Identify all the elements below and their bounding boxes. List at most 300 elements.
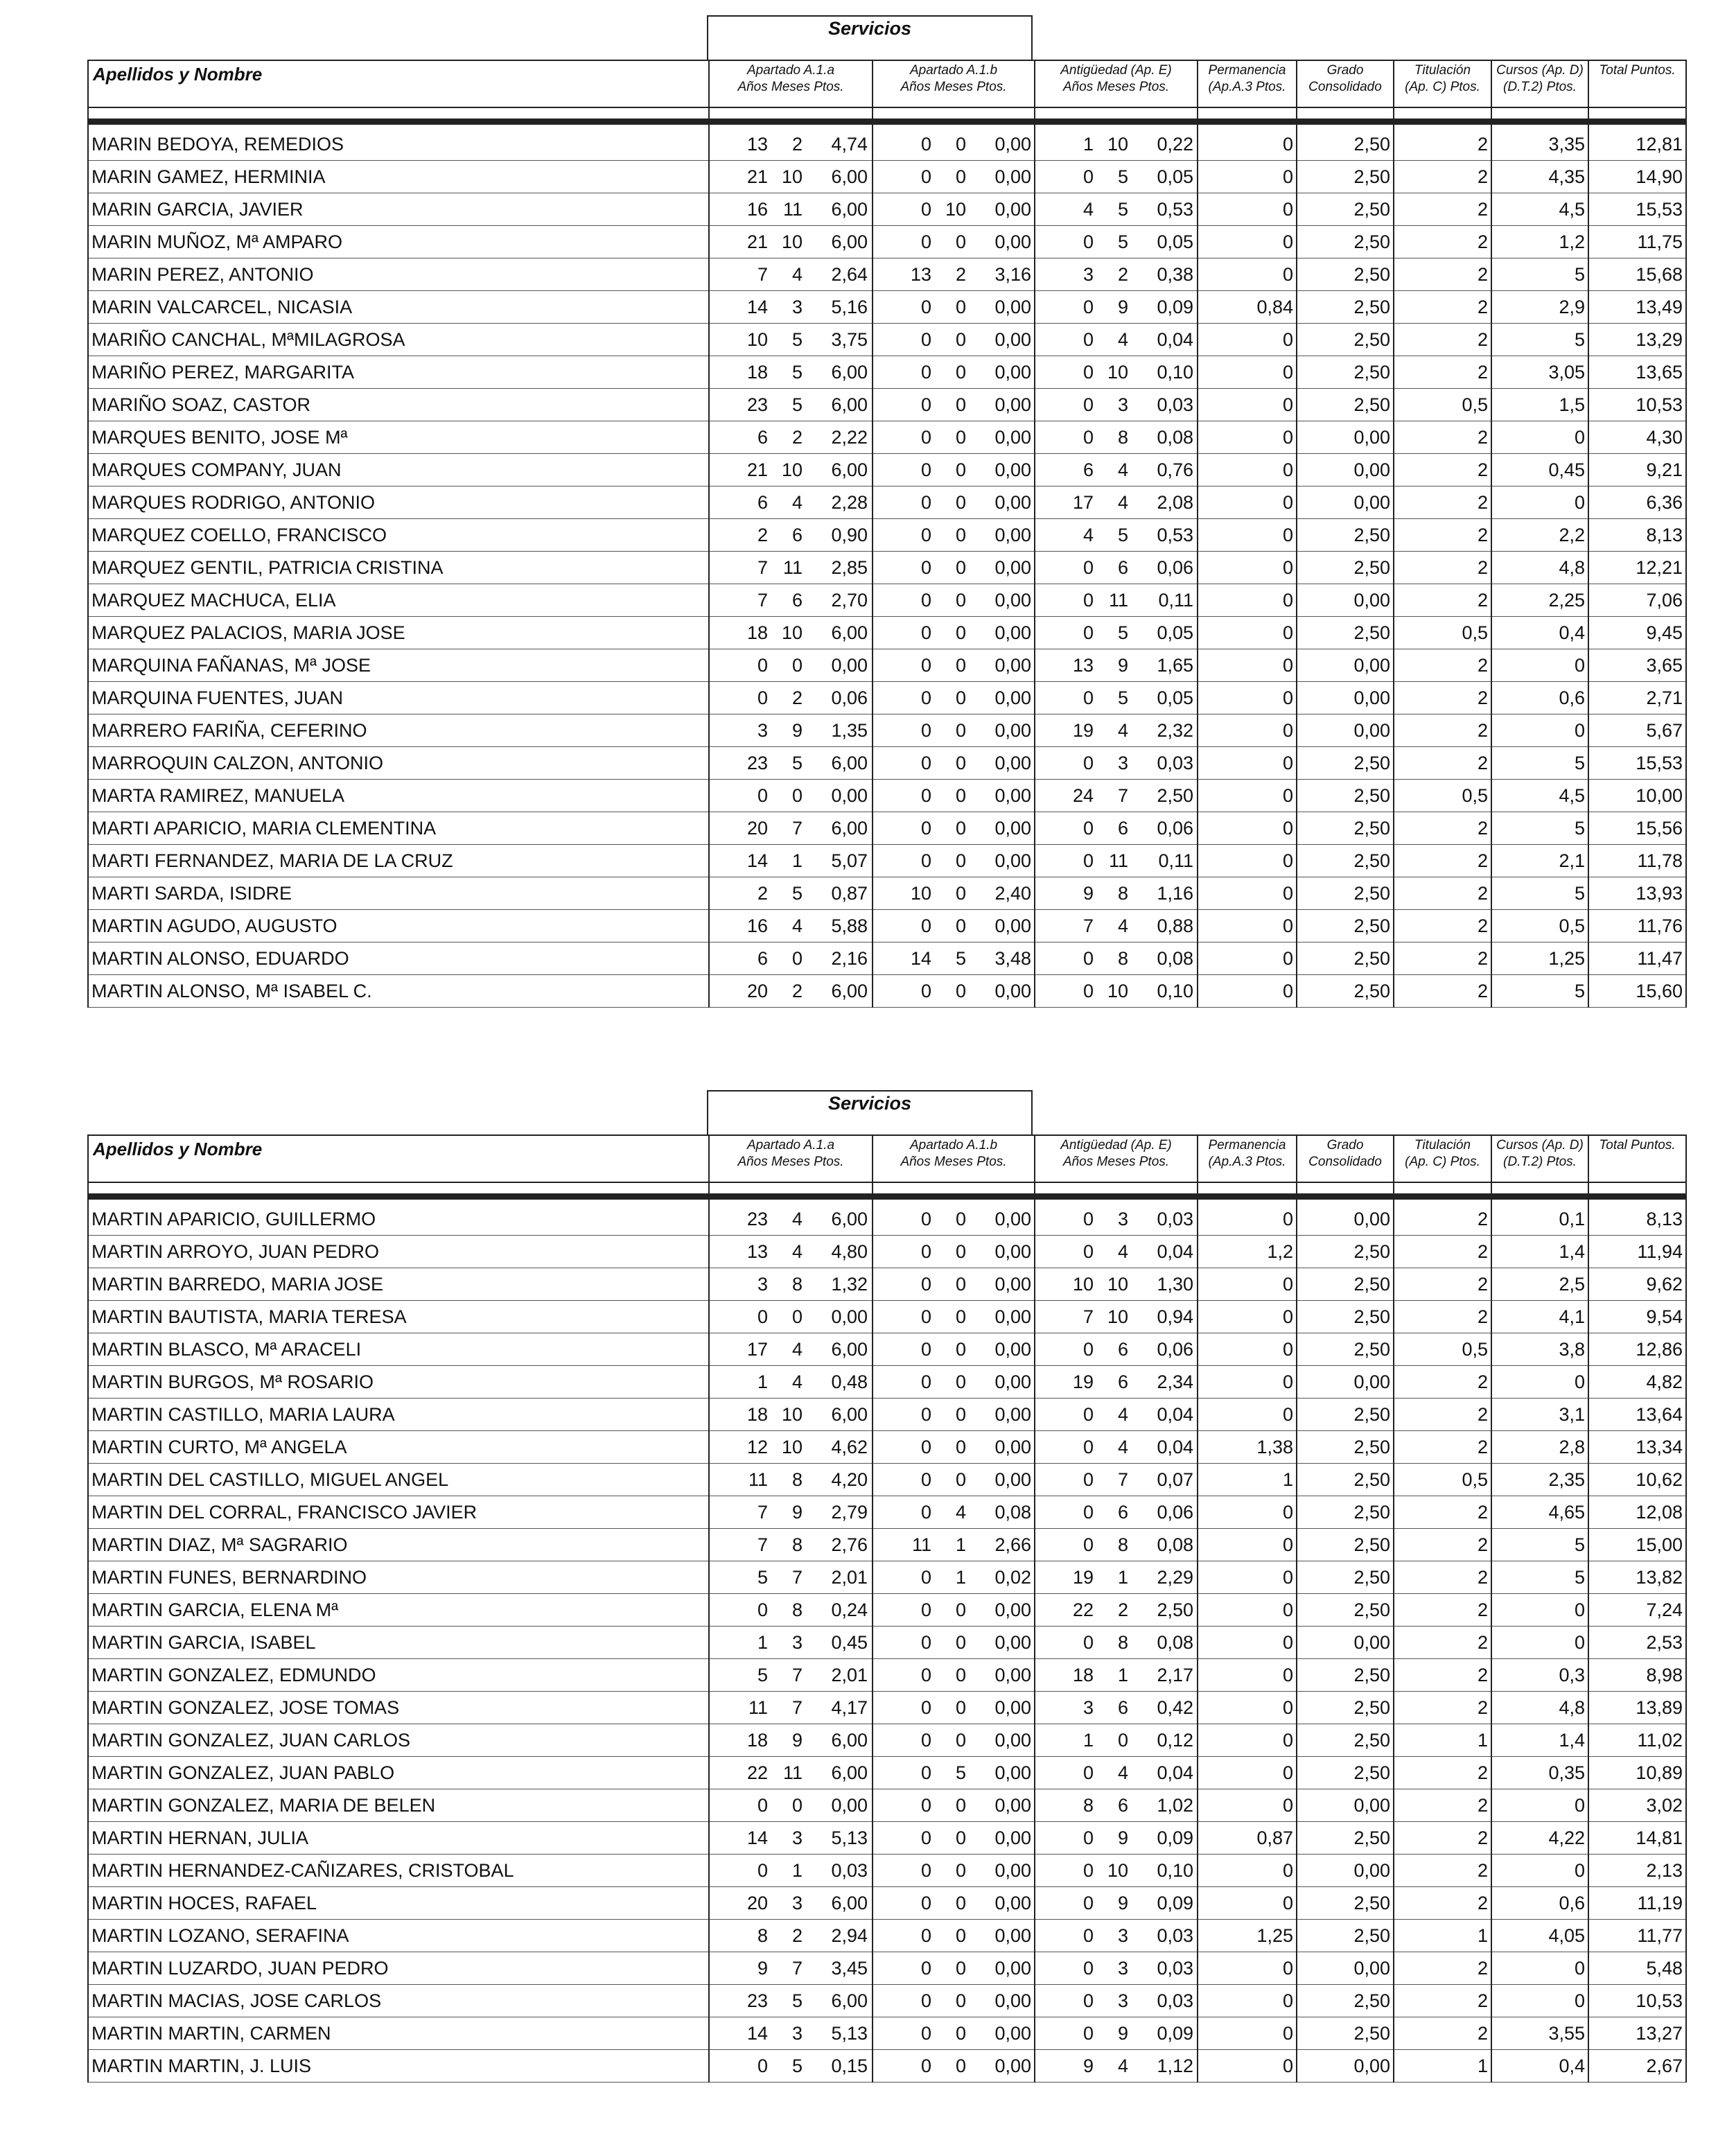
apartado-a1b-cell: 0 0 0,00 [873,324,1035,356]
person-name: MARTIN CURTO, Mª ANGELA [88,1431,709,1464]
apartado-a1a-cell: 7 8 2,76 [709,1529,873,1561]
cursos-cell: 0,3 [1491,1659,1588,1692]
grado-cell: 2,50 [1297,128,1394,161]
antiguedad-cell: 0 6 0,06 [1035,552,1198,584]
table-row [88,682,1686,715]
titulacion-cell: 1 [1394,2050,1491,2083]
apartado-a1a-cell: 23 5 6,00 [709,747,873,780]
antiguedad-cell: 0 9 0,09 [1035,1887,1198,1920]
grado-cell: 2,50 [1297,389,1394,421]
grado-cell: 2,50 [1297,845,1394,877]
cursos-cell: 0,5 [1491,910,1588,943]
apartado-a1b-cell: 0 0 0,00 [873,1333,1035,1366]
apartado-a1a-cell: 23 5 6,00 [709,389,873,421]
titulacion-cell: 2 [1394,1236,1491,1268]
cursos-cell: 0 [1491,715,1588,747]
name-column-header: Apellidos y Nombre [88,60,709,107]
grado-cell: 0,00 [1297,2050,1394,2083]
total-cell: 11,19 [1588,1887,1686,1920]
cursos-header: Cursos (Ap. D) (D.T.2) Ptos. [1491,60,1588,107]
permanencia-cell: 0 [1198,324,1297,356]
grado-cell: 2,50 [1297,1301,1394,1333]
table-row [88,715,1686,747]
apartado-a1a-cell: 6 2 2,22 [709,421,873,454]
cursos-cell: 1,25 [1491,943,1588,975]
apartado-a1a-cell: 13 4 4,80 [709,1236,873,1268]
total-cell: 12,08 [1588,1496,1686,1529]
apartado-a1b-cell: 0 0 0,00 [873,1822,1035,1855]
titulacion-cell: 0,5 [1394,1464,1491,1496]
table-row [88,454,1686,487]
permanencia-header: Permanencia (Ap.A.3 Ptos. [1198,1135,1297,1182]
person-name: MARTI SARDA, ISIDRE [88,877,709,910]
total-cell: 13,65 [1588,356,1686,389]
person-name: MARTIN BARREDO, MARIA JOSE [88,1268,709,1301]
apartado-a1a-cell: 7 6 2,70 [709,584,873,617]
antiguedad-cell: 0 3 0,03 [1035,389,1198,421]
table-row [88,1887,1686,1920]
apartado-a1a-cell: 0 0 0,00 [709,649,873,682]
grado-cell: 0,00 [1297,1952,1394,1985]
grado-cell: 2,50 [1297,1268,1394,1301]
grado-cell: 2,50 [1297,193,1394,226]
table-row [88,487,1686,519]
permanencia-cell: 0 [1198,812,1297,845]
apartado-a1a-cell: 0 0 0,00 [709,1301,873,1333]
grado-cell: 2,50 [1297,1920,1394,1952]
antiguedad-cell: 0 10 0,10 [1035,1855,1198,1887]
person-name: MARTI FERNANDEZ, MARIA DE LA CRUZ [88,845,709,877]
permanencia-cell: 0 [1198,877,1297,910]
antiguedad-cell: 0 3 0,03 [1035,1203,1198,1236]
person-name: MARTIN CASTILLO, MARIA LAURA [88,1399,709,1431]
person-name: MARIÑO SOAZ, CASTOR [88,389,709,421]
antiguedad-cell: 0 6 0,06 [1035,1496,1198,1529]
table-row [88,877,1686,910]
apartado-a1a-cell: 6 4 2,28 [709,487,873,519]
grado-cell: 2,50 [1297,1464,1394,1496]
cursos-cell: 4,35 [1491,161,1588,193]
grado-cell: 2,50 [1297,1822,1394,1855]
titulacion-cell: 2 [1394,1692,1491,1724]
cursos-cell: 4,1 [1491,1301,1588,1333]
antiguedad-cell: 0 11 0,11 [1035,584,1198,617]
titulacion-cell: 0,5 [1394,1333,1491,1366]
table-row [88,975,1686,1008]
permanencia-cell: 0 [1198,1692,1297,1724]
scores-table [87,60,1687,1008]
antiguedad-cell: 0 6 0,06 [1035,812,1198,845]
person-name: MARTIN FUNES, BERNARDINO [88,1561,709,1594]
total-cell: 10,00 [1588,780,1686,812]
permanencia-cell: 0 [1198,1496,1297,1529]
titulacion-cell: 2 [1394,943,1491,975]
permanencia-cell: 0 [1198,258,1297,291]
apartado-a1a-cell: 17 4 6,00 [709,1333,873,1366]
apartado-a1b-cell: 0 0 0,00 [873,1301,1035,1333]
permanencia-cell: 0 [1198,715,1297,747]
table-row [88,1399,1686,1431]
antiguedad-cell: 3 2 0,38 [1035,258,1198,291]
apartado-a1a-cell: 14 3 5,16 [709,291,873,324]
table-row [88,226,1686,258]
titulacion-cell: 2 [1394,1822,1491,1855]
apartado-a1a-cell: 8 2 2,94 [709,1920,873,1952]
cursos-cell: 0 [1491,1855,1588,1887]
apartado-a1b-cell: 0 0 0,00 [873,389,1035,421]
cursos-cell: 4,22 [1491,1822,1588,1855]
person-name: MARTIN LOZANO, SERAFINA [88,1920,709,1952]
total-header: Total Puntos. [1588,1135,1686,1182]
apartado-a1b-cell: 0 0 0,00 [873,226,1035,258]
total-cell: 10,53 [1588,1985,1686,2017]
cursos-cell: 5 [1491,1529,1588,1561]
table-row [88,1692,1686,1724]
apartado-a1b-cell: 0 0 0,00 [873,1627,1035,1659]
antiguedad-cell: 0 10 0,10 [1035,356,1198,389]
antiguedad-cell: 0 4 0,04 [1035,1236,1198,1268]
titulacion-cell: 2 [1394,812,1491,845]
table-row [88,552,1686,584]
grado-cell: 2,50 [1297,975,1394,1008]
grado-cell: 0,00 [1297,715,1394,747]
total-cell: 11,47 [1588,943,1686,975]
apartado-a1b-cell: 0 10 0,00 [873,193,1035,226]
antiguedad-cell: 0 8 0,08 [1035,421,1198,454]
table-row [88,910,1686,943]
total-cell: 15,56 [1588,812,1686,845]
total-cell: 4,82 [1588,1366,1686,1399]
table-row [88,161,1686,193]
total-cell: 3,65 [1588,649,1686,682]
apartado-a1a-cell: 21 10 6,00 [709,226,873,258]
total-cell: 15,00 [1588,1529,1686,1561]
person-name: MARTIN MACIAS, JOSE CARLOS [88,1985,709,2017]
total-cell: 13,49 [1588,291,1686,324]
apartado-a1a-cell: 1 3 0,45 [709,1627,873,1659]
permanencia-cell: 0 [1198,487,1297,519]
apartado-a1a-cell: 7 9 2,79 [709,1496,873,1529]
apartado-a1a-cell: 14 3 5,13 [709,2017,873,2050]
apartado-a1b-cell: 0 0 0,00 [873,747,1035,780]
person-name: MARRERO FARIÑA, CEFERINO [88,715,709,747]
grado-cell: 2,50 [1297,258,1394,291]
table-row [88,421,1686,454]
apartado-a1b-cell: 0 0 0,00 [873,1659,1035,1692]
table-row [88,747,1686,780]
person-name: MARTIN LUZARDO, JUAN PEDRO [88,1952,709,1985]
permanencia-cell: 0 [1198,389,1297,421]
titulacion-cell: 2 [1394,421,1491,454]
permanencia-cell: 0 [1198,2050,1297,2083]
person-name: MARIN BEDOYA, REMEDIOS [88,128,709,161]
antiguedad-cell: 0 5 0,05 [1035,682,1198,715]
titulacion-cell: 2 [1394,649,1491,682]
total-cell: 13,89 [1588,1692,1686,1724]
permanencia-cell: 0 [1198,226,1297,258]
apartado-a1a-cell: 0 2 0,06 [709,682,873,715]
cursos-cell: 0 [1491,421,1588,454]
apartado-a1a-cell: 9 7 3,45 [709,1952,873,1985]
grado-cell: 2,50 [1297,1659,1394,1692]
table-row [88,1855,1686,1887]
apartado-a1a-cell: 5 7 2,01 [709,1561,873,1594]
total-cell: 12,86 [1588,1333,1686,1366]
total-cell: 11,77 [1588,1920,1686,1952]
total-cell: 13,34 [1588,1431,1686,1464]
grado-cell: 2,50 [1297,1724,1394,1757]
permanencia-cell: 1,25 [1198,1920,1297,1952]
apartado-a1b-cell: 0 0 0,00 [873,356,1035,389]
total-cell: 2,53 [1588,1627,1686,1659]
person-name: MARTI APARICIO, MARIA CLEMENTINA [88,812,709,845]
permanencia-cell: 0 [1198,454,1297,487]
person-name: MARTIN DIAZ, Mª SAGRARIO [88,1529,709,1561]
table-row [88,1366,1686,1399]
apartado-a1b-cell: 0 0 0,00 [873,1985,1035,2017]
grado-cell: 0,00 [1297,1203,1394,1236]
person-name: MARQUEZ COELLO, FRANCISCO [88,519,709,552]
permanencia-cell: 0 [1198,747,1297,780]
antiguedad-cell: 0 4 0,04 [1035,324,1198,356]
titulacion-cell: 0,5 [1394,780,1491,812]
titulacion-cell: 1 [1394,1920,1491,1952]
permanencia-cell: 0 [1198,1985,1297,2017]
grado-cell: 0,00 [1297,1627,1394,1659]
total-cell: 9,45 [1588,617,1686,649]
apartado-a1b-cell: 0 0 0,00 [873,1724,1035,1757]
antiguedad-cell: 0 5 0,05 [1035,161,1198,193]
titulacion-cell: 2 [1394,1594,1491,1627]
table-row [88,128,1686,161]
apartado-a1a-cell: 16 4 5,88 [709,910,873,943]
titulacion-header: Titulación (Ap. C) Ptos. [1394,60,1491,107]
grado-cell: 2,50 [1297,1529,1394,1561]
total-cell: 13,29 [1588,324,1686,356]
permanencia-cell: 0 [1198,1757,1297,1789]
person-name: MARTIN MARTIN, J. LUIS [88,2050,709,2083]
apartado-a1a-cell: 11 8 4,20 [709,1464,873,1496]
table-row [88,1203,1686,1236]
total-cell: 4,30 [1588,421,1686,454]
grado-cell: 0,00 [1297,1789,1394,1822]
person-name: MARQUEZ PALACIOS, MARIA JOSE [88,617,709,649]
cursos-cell: 4,8 [1491,552,1588,584]
antiguedad-header: Antigüedad (Ap. E) Años Meses Ptos. [1035,60,1198,107]
grado-cell: 2,50 [1297,1887,1394,1920]
apartado-a1b-cell: 0 0 0,00 [873,1920,1035,1952]
apartado-a1a-cell: 18 10 6,00 [709,1399,873,1431]
antiguedad-cell: 9 4 1,12 [1035,2050,1198,2083]
total-cell: 15,53 [1588,193,1686,226]
total-cell: 10,62 [1588,1464,1686,1496]
grado-cell: 0,00 [1297,584,1394,617]
person-name: MARTIN GONZALEZ, JUAN CARLOS [88,1724,709,1757]
apartado-a1a-cell: 10 5 3,75 [709,324,873,356]
apartado-a1a-cell: 3 9 1,35 [709,715,873,747]
table-row [88,812,1686,845]
antiguedad-cell: 1 0 0,12 [1035,1724,1198,1757]
cursos-cell: 2,1 [1491,845,1588,877]
cursos-cell: 1,4 [1491,1724,1588,1757]
person-name: MARQUEZ MACHUCA, ELIA [88,584,709,617]
person-name: MARQUEZ GENTIL, PATRICIA CRISTINA [88,552,709,584]
table-row [88,324,1686,356]
grado-cell: 0,00 [1297,1366,1394,1399]
total-cell: 8,13 [1588,1203,1686,1236]
table-row [88,1529,1686,1561]
grado-cell: 2,50 [1297,1333,1394,1366]
permanencia-cell: 0 [1198,1366,1297,1399]
person-name: MARTIN MARTIN, CARMEN [88,2017,709,2050]
cursos-cell: 0 [1491,1952,1588,1985]
apartado-a1a-cell: 0 0 0,00 [709,1789,873,1822]
apartado-a1b-cell: 0 0 0,00 [873,454,1035,487]
permanencia-cell: 0 [1198,1887,1297,1920]
apartado-a1b-cell: 0 5 0,00 [873,1757,1035,1789]
permanencia-cell: 0 [1198,1724,1297,1757]
person-name: MARTIN BURGOS, Mª ROSARIO [88,1366,709,1399]
total-cell: 2,13 [1588,1855,1686,1887]
person-name: MARQUINA FAÑANAS, Mª JOSE [88,649,709,682]
cursos-cell: 0,6 [1491,682,1588,715]
permanencia-cell: 0 [1198,128,1297,161]
permanencia-cell: 0 [1198,1268,1297,1301]
apartado-a1b-header: Apartado A.1.b Años Meses Ptos. [873,1135,1035,1182]
table-row [88,1952,1686,1985]
table-row [88,1920,1686,1952]
person-name: MARTIN HERNAN, JULIA [88,1822,709,1855]
total-cell: 10,89 [1588,1757,1686,1789]
titulacion-cell: 2 [1394,1855,1491,1887]
person-name: MARROQUIN CALZON, ANTONIO [88,747,709,780]
apartado-a1a-cell: 22 11 6,00 [709,1757,873,1789]
titulacion-cell: 2 [1394,1399,1491,1431]
permanencia-cell: 0 [1198,1529,1297,1561]
apartado-a1a-cell: 20 7 6,00 [709,812,873,845]
total-cell: 5,48 [1588,1952,1686,1985]
titulacion-cell: 2 [1394,715,1491,747]
person-name: MARTIN GONZALEZ, JOSE TOMAS [88,1692,709,1724]
titulacion-cell: 2 [1394,682,1491,715]
total-cell: 13,64 [1588,1399,1686,1431]
total-cell: 15,68 [1588,258,1686,291]
cursos-cell: 5 [1491,324,1588,356]
cursos-cell: 4,65 [1491,1496,1588,1529]
apartado-a1b-cell: 0 0 0,00 [873,682,1035,715]
total-cell: 11,94 [1588,1236,1686,1268]
total-cell: 14,81 [1588,1822,1686,1855]
permanencia-cell: 0,87 [1198,1822,1297,1855]
total-cell: 5,67 [1588,715,1686,747]
titulacion-cell: 2 [1394,877,1491,910]
table-row [88,845,1686,877]
cursos-cell: 4,05 [1491,1920,1588,1952]
antiguedad-cell: 0 4 0,04 [1035,1431,1198,1464]
grado-cell: 2,50 [1297,552,1394,584]
table-row [88,1594,1686,1627]
total-cell: 9,62 [1588,1268,1686,1301]
person-name: MARIN VALCARCEL, NICASIA [88,291,709,324]
cursos-cell: 3,35 [1491,128,1588,161]
grado-cell: 2,50 [1297,1985,1394,2017]
cursos-cell: 0,4 [1491,617,1588,649]
apartado-a1a-cell: 21 10 6,00 [709,161,873,193]
permanencia-cell: 0 [1198,975,1297,1008]
apartado-a1a-cell: 0 8 0,24 [709,1594,873,1627]
apartado-a1b-cell: 0 0 0,00 [873,1887,1035,1920]
grado-cell: 2,50 [1297,1594,1394,1627]
apartado-a1a-cell: 0 0 0,00 [709,780,873,812]
person-name: MARTIN DEL CORRAL, FRANCISCO JAVIER [88,1496,709,1529]
table-row [88,389,1686,421]
titulacion-cell: 2 [1394,975,1491,1008]
grado-cell: 0,00 [1297,1855,1394,1887]
cursos-cell: 0,45 [1491,454,1588,487]
grado-header: Grado Consolidado [1297,60,1394,107]
apartado-a1b-cell: 10 0 2,40 [873,877,1035,910]
grado-cell: 0,00 [1297,421,1394,454]
servicios-header: Servicios [707,1090,1033,1134]
permanencia-cell: 1 [1198,1464,1297,1496]
titulacion-cell: 0,5 [1394,617,1491,649]
apartado-a1b-cell: 0 0 0,00 [873,1952,1035,1985]
table-row [88,2017,1686,2050]
table-row [88,1757,1686,1789]
cursos-cell: 2,9 [1491,291,1588,324]
apartado-a1b-cell: 0 0 0,00 [873,291,1035,324]
titulacion-cell: 2 [1394,584,1491,617]
permanencia-cell: 1,2 [1198,1236,1297,1268]
total-cell: 11,78 [1588,845,1686,877]
table-row [88,1627,1686,1659]
apartado-a1b-header: Apartado A.1.b Años Meses Ptos. [873,60,1035,107]
antiguedad-cell: 3 6 0,42 [1035,1692,1198,1724]
person-name: MARTIN HOCES, RAFAEL [88,1887,709,1920]
antiguedad-cell: 6 4 0,76 [1035,454,1198,487]
person-name: MARTIN HERNANDEZ-CAÑIZARES, CRISTOBAL [88,1855,709,1887]
permanencia-cell: 0 [1198,421,1297,454]
cursos-cell: 1,4 [1491,1236,1588,1268]
total-cell: 11,76 [1588,910,1686,943]
table-row [88,1464,1686,1496]
titulacion-cell: 2 [1394,1366,1491,1399]
person-name: MARTIN BAUTISTA, MARIA TERESA [88,1301,709,1333]
grado-cell: 0,00 [1297,682,1394,715]
grado-cell: 2,50 [1297,943,1394,975]
titulacion-cell: 2 [1394,552,1491,584]
total-cell: 13,82 [1588,1561,1686,1594]
cursos-cell: 1,5 [1491,389,1588,421]
apartado-a1b-cell: 0 0 0,00 [873,910,1035,943]
apartado-a1b-cell: 0 0 0,00 [873,1464,1035,1496]
total-cell: 13,93 [1588,877,1686,910]
permanencia-cell: 0 [1198,519,1297,552]
grado-cell: 2,50 [1297,812,1394,845]
table-row [88,519,1686,552]
apartado-a1b-cell: 0 0 0,00 [873,1236,1035,1268]
permanencia-cell: 0 [1198,193,1297,226]
total-cell: 15,53 [1588,747,1686,780]
table-row [88,1236,1686,1268]
apartado-a1b-cell: 0 0 0,00 [873,1366,1035,1399]
antiguedad-cell: 0 4 0,04 [1035,1399,1198,1431]
antiguedad-cell: 0 11 0,11 [1035,845,1198,877]
permanencia-cell: 0 [1198,2017,1297,2050]
cursos-cell: 0 [1491,1789,1588,1822]
grado-cell: 2,50 [1297,226,1394,258]
antiguedad-cell: 0 10 0,10 [1035,975,1198,1008]
